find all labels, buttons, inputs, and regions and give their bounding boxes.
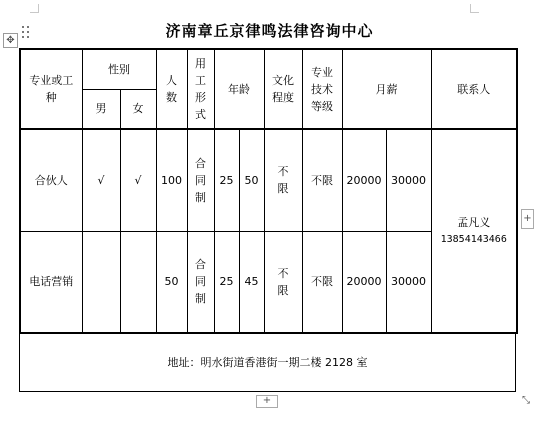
row-2-salary-max: 30000 (386, 231, 431, 333)
row-2-salary-min: 20000 (342, 231, 386, 333)
row-2-age-max: 45 (239, 231, 264, 333)
row-2-education: 不限 (264, 231, 302, 333)
row-1-age-min: 25 (214, 129, 239, 231)
header-skill-level: 专业技术等级 (302, 49, 342, 129)
contact-name: 孟凡义 (457, 216, 491, 229)
row-1-education: 不限 (264, 129, 302, 231)
header-salary: 月薪 (342, 49, 431, 129)
add-row-button[interactable]: + (256, 395, 278, 408)
row-1-female: √ (120, 129, 156, 231)
row-1-male: √ (82, 129, 120, 231)
document-title: 济南章丘京律鸣法律咨询中心 (165, 22, 374, 40)
row-2-job: 电话营销 (20, 231, 82, 333)
address-cell (19, 332, 516, 392)
row-2-age-min: 25 (214, 231, 239, 333)
row-2-count: 50 (156, 231, 187, 333)
page-corner-mark (30, 4, 39, 13)
row-1-job: 合伙人 (20, 129, 82, 231)
row-2-employment: 合同制 (187, 231, 214, 333)
header-employment: 用工形式 (187, 49, 214, 129)
row-1-count: 100 (156, 129, 187, 231)
row-1-skill-level: 不限 (302, 129, 342, 231)
header-job: 专业或工种 (20, 49, 82, 129)
page-corner-mark (470, 4, 479, 13)
row-2-female (120, 231, 156, 333)
row-1-salary-min: 20000 (342, 129, 386, 231)
header-contact: 联系人 (431, 49, 517, 129)
row-2-skill-level: 不限 (302, 231, 342, 333)
address-text: 地址：明水街道香港街一期二楼 2128 室 (167, 355, 368, 369)
resize-handle-icon[interactable]: ⤡ (522, 395, 530, 406)
recruitment-table (19, 48, 518, 334)
table-move-handle[interactable]: ✥ (3, 33, 18, 48)
add-column-button[interactable]: + (521, 209, 534, 229)
contact-cell (431, 129, 517, 333)
row-1-employment: 合同制 (187, 129, 214, 231)
row-1-salary-max: 30000 (386, 129, 431, 231)
contact-phone: 13854143466 (440, 234, 507, 245)
header-age: 年龄 (214, 49, 264, 129)
row-1-age-max: 50 (239, 129, 264, 231)
header-gender: 性别 (82, 49, 156, 89)
header-count: 人数 (156, 49, 187, 129)
header-female: 女 (120, 89, 156, 129)
row-2-male (82, 231, 120, 333)
header-male: 男 (82, 89, 120, 129)
header-education: 文化程度 (264, 49, 302, 129)
